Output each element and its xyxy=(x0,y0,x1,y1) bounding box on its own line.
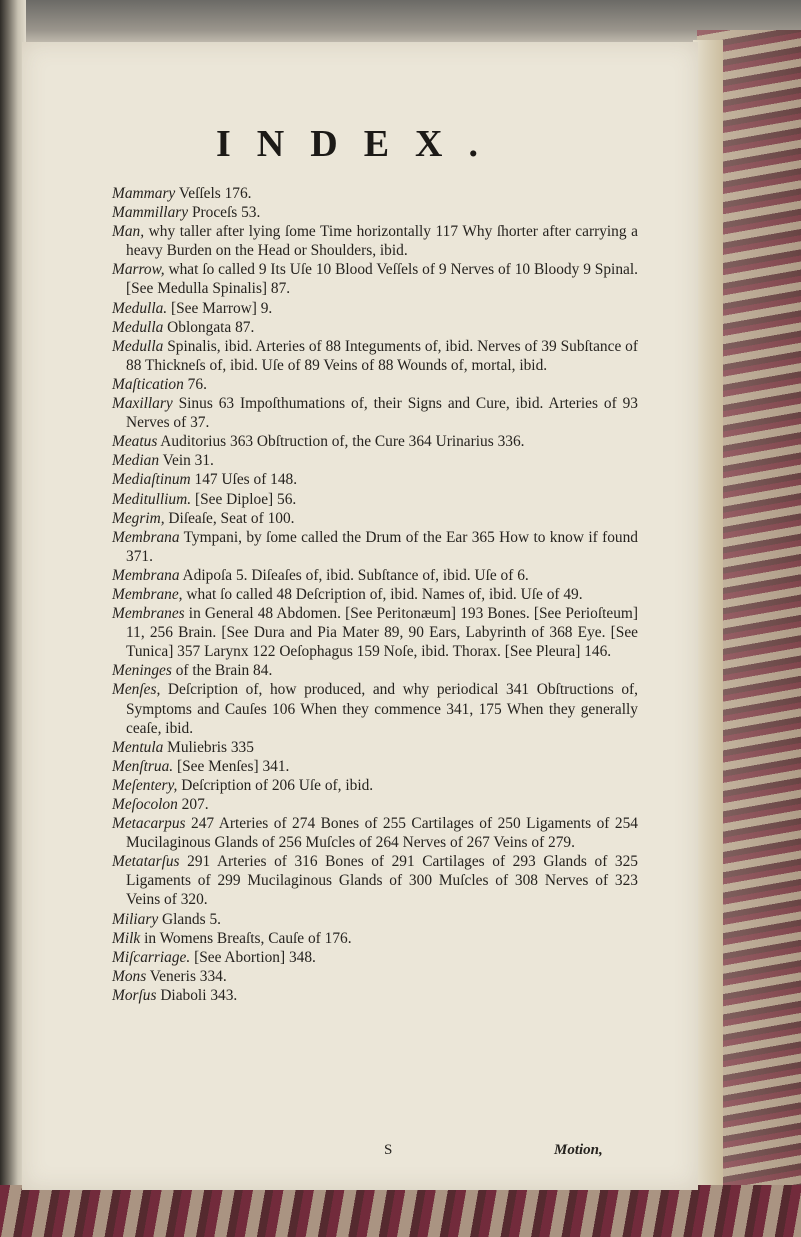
entry-term: Milk xyxy=(112,929,141,947)
index-entry xyxy=(112,451,638,470)
entry-text: Deſcription of 206 Uſe of, ibid. xyxy=(177,776,374,794)
index-entry xyxy=(112,490,638,509)
index-entry xyxy=(112,318,638,337)
entry-term: Medulla xyxy=(112,337,164,355)
entry-text: Adipoſa 5. Diſeaſes of, ibid. Subſtance of, ibid. Uſe of 6. xyxy=(179,566,529,584)
index-entry xyxy=(112,986,638,1005)
entry-text: Vein 31. xyxy=(159,452,214,470)
entry-term: Mentula xyxy=(112,738,164,756)
index-entry xyxy=(112,470,638,489)
entry-term: Miſcarriage. xyxy=(112,948,191,966)
entry-term: Mammary xyxy=(112,185,176,202)
entry-text: [See Menſes] 341. xyxy=(173,757,290,775)
entry-text: what ſo called 9 Its Uſe 10 Blood Veſſels of 9 Nerves of 10 Bloody 9 Spinal. [See Medulla Spinalis] 87. xyxy=(126,261,638,298)
index-entry xyxy=(112,814,638,852)
entry-term: Medulla. xyxy=(112,299,168,317)
entry-term: Meſocolon xyxy=(112,796,178,813)
entry-text: what ſo called 48 Deſcription of, ibid. Names of, ibid. Uſe of 49. xyxy=(182,585,583,603)
index-entry xyxy=(112,776,638,795)
index-entry xyxy=(112,394,638,432)
entry-term: Meſentery, xyxy=(112,776,178,794)
entry-term: Megrim, xyxy=(112,509,165,527)
entry-text: Tympani, by ſome called the Drum of the Ear 365 How to know if found 371. xyxy=(126,528,638,565)
entry-text: [See Marrow] 9. xyxy=(167,299,273,317)
index-entry xyxy=(112,757,638,776)
signature-mark: S xyxy=(384,1142,393,1158)
index-entries xyxy=(112,184,638,1005)
entry-term: Membrana xyxy=(112,528,180,546)
entry-term: Morſus xyxy=(112,986,157,1004)
entry-text: in Womens Breaſts, Cauſe of 176. xyxy=(140,929,352,947)
index-entry xyxy=(112,948,638,967)
entry-term: Meditullium. xyxy=(112,490,192,508)
entry-term: Mammillary xyxy=(112,204,189,222)
entry-term: Membrana xyxy=(112,566,180,584)
entry-text: [See Diploe] 56. xyxy=(191,490,297,508)
entry-term: Meninges xyxy=(112,662,172,680)
entry-text: of the Brain 84. xyxy=(171,662,273,680)
index-entry xyxy=(112,566,638,585)
entry-text: Glands 5. xyxy=(158,910,222,928)
index-entry xyxy=(112,585,638,604)
index-entry xyxy=(112,680,638,737)
index-entry xyxy=(112,661,638,680)
marbled-cover-bottom xyxy=(0,1185,801,1237)
entry-text: Veneris 334. xyxy=(146,967,227,985)
entry-term: Meatus xyxy=(112,433,158,451)
entry-text: why taller after lying ſome Time horizontally 117 Why ſhorter after carrying a heavy Burden on the Head or Shoulders, ibid. xyxy=(126,223,638,260)
entry-term: Metacarpus xyxy=(112,815,186,833)
entry-text: Muliebris 335 xyxy=(163,738,254,756)
entry-text: in General 48 Abdomen. [See Peritonæum] 193 Bones. [See Perioſteum] 11, 256 Brain. [See Dura and Pia Mater 89, 90 Ears, Labyrinth of 368 Eye. [See Tunica] 357 Larynx 122 Oeſophagus 159 Noſe, ibid. Thorax. [See Pleura] 146. xyxy=(126,605,638,661)
index-entry xyxy=(112,203,638,222)
entry-text: 76. xyxy=(183,375,207,393)
entry-term: Mons xyxy=(112,967,147,985)
entry-term: Menſes, xyxy=(112,681,161,699)
index-entry xyxy=(112,184,638,203)
catchword: Motion, xyxy=(554,1142,603,1158)
entry-term: Membranes xyxy=(112,605,185,623)
entry-text: Diaboli 343. xyxy=(156,986,238,1004)
index-entry xyxy=(112,528,638,566)
index-entry xyxy=(112,260,638,298)
page-footer xyxy=(22,1142,698,1168)
entry-text: 291 Arteries of 316 Bones of 291 Cartilages of 293 Glands of 325 Ligaments of 299 Mucilaginous Glands of 300 Muſcles of 308 Nerves of 323 Veins of 320. xyxy=(126,853,638,909)
entry-text: Spinalis, ibid. Arteries of 88 Integuments of, ibid. Nerves of 39 Subſtance of 88 Thickneſs of, ibid. Uſe of 89 Veins of 88 Wounds of, mortal, ibid. xyxy=(126,337,638,374)
entry-term: Menſtrua. xyxy=(112,757,174,775)
entry-term: Medulla xyxy=(112,318,164,336)
index-entry xyxy=(112,795,638,814)
entry-text: Diſeaſe, Seat of 100. xyxy=(164,509,295,527)
entry-term: Metatarſus xyxy=(112,853,180,871)
entry-term: Mediaſtinum xyxy=(112,471,191,489)
page-title: INDEX. xyxy=(216,123,504,165)
entry-term: Marrow, xyxy=(112,261,165,279)
book-page xyxy=(22,42,698,1190)
entry-term: Median xyxy=(112,452,160,470)
index-entry xyxy=(112,222,638,260)
entry-text: [See Abortion] 348. xyxy=(190,948,316,966)
entry-text: 147 Uſes of 148. xyxy=(190,471,298,489)
entry-text: Deſcription of, how produced, and why periodical 341 Obſtructions of, Symptoms and Cauſes 106 When they commence 341, 175 When they generally ceaſe, ibid. xyxy=(126,681,638,737)
entry-term: Miliary xyxy=(112,910,159,928)
entry-text: Proceſs 53. xyxy=(188,204,261,222)
index-entry xyxy=(112,375,638,394)
entry-text: 247 Arteries of 274 Bones of 255 Cartilages of 250 Ligaments of 254 Mucilaginous Glands of 256 Muſcles of 264 Nerves of 267 Veins of 279. xyxy=(126,815,638,852)
entry-text: 207. xyxy=(177,796,209,813)
entry-term: Membrane, xyxy=(112,585,183,603)
index-entry xyxy=(112,852,638,909)
index-entry xyxy=(112,604,638,661)
entry-text: Veſſels 176. xyxy=(175,185,252,202)
index-entry xyxy=(112,509,638,528)
entry-text: Sinus 63 Impoſthumations of, their Signs and Cure, ibid. Arteries of 93 Nerves of 37. xyxy=(126,395,638,432)
index-entry xyxy=(112,432,638,451)
index-entry xyxy=(112,337,638,375)
index-entry xyxy=(112,929,638,948)
index-entry xyxy=(112,967,638,986)
index-entry xyxy=(112,910,638,929)
index-entry xyxy=(112,299,638,318)
index-entry xyxy=(112,738,638,757)
entry-term: Maxillary xyxy=(112,395,173,413)
entry-term: Man, xyxy=(112,223,145,241)
entry-term: Maſtication xyxy=(112,375,184,393)
entry-text: Auditorius 363 Obſtruction of, the Cure 364 Urinarius 336. xyxy=(157,433,525,451)
entry-text: Oblongata 87. xyxy=(163,318,255,336)
